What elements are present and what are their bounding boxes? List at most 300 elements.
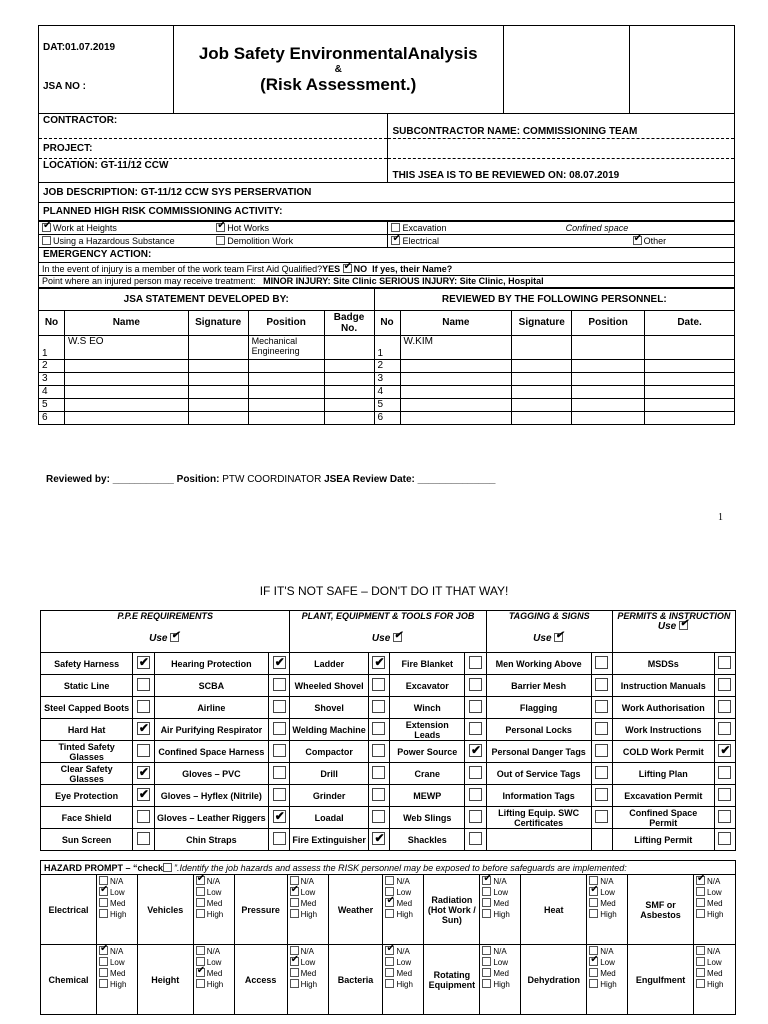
checkbox[interactable] bbox=[196, 898, 205, 907]
col-header: Badge No. bbox=[324, 310, 374, 335]
checkbox[interactable] bbox=[372, 810, 385, 823]
risk-option-label: Low bbox=[206, 888, 222, 897]
checkbox[interactable] bbox=[696, 946, 705, 955]
checkbox[interactable] bbox=[273, 678, 286, 691]
checkbox[interactable] bbox=[385, 968, 394, 977]
checkbox[interactable] bbox=[290, 968, 299, 977]
checkbox[interactable] bbox=[290, 898, 299, 907]
project-field[interactable]: PROJECT: bbox=[39, 138, 388, 158]
table-row bbox=[39, 372, 735, 385]
checkbox[interactable] bbox=[372, 744, 385, 757]
checkbox[interactable] bbox=[290, 957, 299, 966]
position-value: PTW COORDINATOR bbox=[222, 474, 322, 485]
risk-option-label: Low bbox=[109, 958, 125, 967]
checkbox[interactable] bbox=[482, 898, 491, 907]
date-cell[interactable] bbox=[645, 385, 735, 398]
checkbox[interactable] bbox=[385, 876, 394, 885]
checkbox[interactable] bbox=[469, 722, 482, 735]
checkbox[interactable] bbox=[372, 832, 385, 845]
checkbox[interactable] bbox=[595, 678, 608, 691]
checkbox[interactable] bbox=[589, 968, 598, 977]
signature-cell[interactable] bbox=[188, 411, 248, 424]
checkbox[interactable] bbox=[589, 887, 598, 896]
emergency-title: EMERGENCY ACTION: bbox=[39, 247, 735, 262]
position-cell[interactable] bbox=[572, 398, 645, 411]
risk-option[interactable] bbox=[99, 968, 135, 979]
signature-cell[interactable] bbox=[512, 385, 572, 398]
checkbox[interactable] bbox=[385, 946, 394, 955]
row-number: 6 bbox=[374, 411, 400, 424]
checkbox[interactable] bbox=[137, 832, 150, 845]
checkbox[interactable] bbox=[137, 810, 150, 823]
checkbox[interactable] bbox=[469, 656, 482, 669]
checkbox[interactable] bbox=[372, 678, 385, 691]
badge-cell[interactable] bbox=[324, 385, 374, 398]
job-description-field[interactable]: JOB DESCRIPTION: GT-11/12 CCW SYS PERSERVATION bbox=[39, 182, 735, 202]
checkbox[interactable] bbox=[718, 700, 731, 713]
checkbox[interactable] bbox=[216, 236, 225, 245]
risk-option[interactable] bbox=[482, 898, 518, 909]
risk-option-label: High bbox=[600, 980, 617, 989]
badge-cell[interactable] bbox=[324, 335, 374, 359]
risk-option[interactable] bbox=[99, 957, 135, 968]
checkbox[interactable] bbox=[391, 223, 400, 232]
signature-cell[interactable] bbox=[188, 385, 248, 398]
checkbox[interactable] bbox=[482, 876, 491, 885]
checkbox[interactable] bbox=[385, 979, 394, 988]
item-check-cell bbox=[368, 785, 389, 807]
activity-item[interactable] bbox=[39, 234, 214, 247]
checkbox[interactable] bbox=[595, 744, 608, 757]
row-number: 2 bbox=[374, 359, 400, 372]
checkbox[interactable] bbox=[696, 909, 705, 918]
item-label: Excavation Permit bbox=[612, 785, 714, 807]
name-cell[interactable] bbox=[400, 359, 512, 372]
subcontractor-field[interactable]: SUBCONTRACTOR NAME: COMMISSIONING TEAM bbox=[388, 114, 735, 138]
risk-option[interactable] bbox=[385, 898, 421, 909]
risk-option[interactable] bbox=[696, 968, 733, 979]
checkbox[interactable] bbox=[595, 656, 608, 669]
risk-option[interactable] bbox=[589, 957, 625, 968]
risk-option[interactable] bbox=[290, 968, 326, 979]
date-cell[interactable] bbox=[645, 411, 735, 424]
checkbox[interactable] bbox=[196, 887, 205, 896]
checkbox[interactable] bbox=[718, 832, 731, 845]
checkbox[interactable] bbox=[696, 979, 705, 988]
risk-option[interactable] bbox=[589, 979, 625, 990]
checkbox[interactable] bbox=[290, 909, 299, 918]
risk-option[interactable] bbox=[290, 957, 326, 968]
risk-option[interactable] bbox=[482, 979, 518, 990]
risk-option-label: N/A bbox=[300, 877, 314, 886]
risk-option[interactable] bbox=[589, 968, 625, 979]
table-row bbox=[39, 335, 735, 359]
checkbox[interactable] bbox=[595, 788, 608, 801]
activity-item[interactable] bbox=[213, 221, 388, 234]
checkbox[interactable] bbox=[554, 633, 563, 642]
signature-cell[interactable] bbox=[512, 335, 572, 359]
checkbox[interactable] bbox=[216, 223, 225, 232]
checkbox[interactable] bbox=[482, 909, 491, 918]
risk-option[interactable] bbox=[385, 946, 421, 957]
item-label: Barrier Mesh bbox=[486, 675, 591, 697]
signature-cell[interactable] bbox=[512, 398, 572, 411]
checkbox[interactable] bbox=[196, 979, 205, 988]
risk-options bbox=[193, 945, 234, 1015]
checkbox[interactable] bbox=[469, 766, 482, 779]
checkbox[interactable] bbox=[385, 898, 394, 907]
checkbox[interactable] bbox=[589, 957, 598, 966]
checkbox[interactable] bbox=[42, 236, 51, 245]
checkbox[interactable] bbox=[595, 766, 608, 779]
checkbox[interactable] bbox=[391, 236, 400, 245]
item-label: MEWP bbox=[390, 785, 465, 807]
name-cell[interactable] bbox=[400, 398, 512, 411]
checkbox[interactable] bbox=[273, 788, 286, 801]
no-label: NO bbox=[353, 263, 368, 274]
item-check-cell bbox=[269, 785, 290, 807]
risk-option[interactable] bbox=[290, 979, 326, 990]
signature-cell[interactable] bbox=[512, 372, 572, 385]
checkbox[interactable] bbox=[469, 832, 482, 845]
risk-option[interactable] bbox=[482, 968, 518, 979]
risk-option-label: N/A bbox=[396, 947, 410, 956]
checkbox[interactable] bbox=[99, 979, 108, 988]
risk-option[interactable] bbox=[290, 909, 326, 920]
checkbox[interactable] bbox=[696, 968, 705, 977]
checkbox[interactable] bbox=[99, 909, 108, 918]
name-cell[interactable] bbox=[400, 411, 512, 424]
risk-option[interactable] bbox=[196, 909, 232, 920]
no-checkbox[interactable] bbox=[343, 264, 352, 273]
item-label: Shovel bbox=[290, 697, 369, 719]
activity-label: Demolition Work bbox=[227, 235, 294, 246]
item-check-cell bbox=[465, 785, 486, 807]
checkbox[interactable] bbox=[718, 722, 731, 735]
checkbox[interactable] bbox=[718, 656, 731, 669]
risk-option[interactable] bbox=[696, 887, 733, 898]
risk-option-label: Low bbox=[493, 958, 509, 967]
position-cell[interactable]: Mechanical Engineering bbox=[248, 335, 324, 359]
signature-cell[interactable] bbox=[188, 335, 248, 359]
position-cell[interactable] bbox=[572, 335, 645, 359]
checkbox[interactable] bbox=[385, 957, 394, 966]
risk-option[interactable] bbox=[196, 968, 232, 979]
checkbox[interactable] bbox=[469, 700, 482, 713]
checkbox[interactable] bbox=[718, 810, 731, 823]
risk-option[interactable] bbox=[99, 898, 135, 909]
position-cell[interactable] bbox=[248, 398, 324, 411]
checkbox[interactable] bbox=[696, 898, 705, 907]
name-cell[interactable] bbox=[64, 411, 188, 424]
item-check-cell bbox=[368, 763, 389, 785]
risk-option-label: Low bbox=[396, 958, 412, 967]
item-label: Grinder bbox=[290, 785, 369, 807]
risk-option[interactable] bbox=[696, 909, 733, 920]
checkbox[interactable] bbox=[696, 876, 705, 885]
table-row bbox=[41, 653, 736, 675]
risk-option-label: N/A bbox=[396, 877, 410, 886]
checkbox[interactable] bbox=[99, 957, 108, 966]
risk-option[interactable] bbox=[696, 946, 733, 957]
risk-option[interactable] bbox=[196, 898, 232, 909]
item-label: Work Instructions bbox=[612, 719, 714, 741]
risk-option[interactable] bbox=[385, 909, 421, 920]
checkbox[interactable] bbox=[290, 887, 299, 896]
checkbox[interactable] bbox=[589, 979, 598, 988]
risk-option-label: Med bbox=[493, 899, 509, 908]
checkbox[interactable] bbox=[196, 946, 205, 955]
risk-option[interactable] bbox=[482, 876, 518, 887]
col-header: Position bbox=[572, 310, 645, 335]
position-cell[interactable] bbox=[248, 359, 324, 372]
position-cell[interactable] bbox=[572, 372, 645, 385]
risk-option[interactable] bbox=[385, 968, 421, 979]
item-label: Personal Locks bbox=[486, 719, 591, 741]
item-check-cell bbox=[368, 697, 389, 719]
item-label: Confined Space Permit bbox=[612, 807, 714, 829]
risk-option[interactable] bbox=[99, 909, 135, 920]
name-cell[interactable] bbox=[64, 398, 188, 411]
checkbox[interactable] bbox=[482, 968, 491, 977]
row-number: 6 bbox=[39, 411, 65, 424]
position-cell[interactable] bbox=[572, 359, 645, 372]
item-label: Instruction Manuals bbox=[612, 675, 714, 697]
checkbox[interactable] bbox=[482, 887, 491, 896]
risk-options bbox=[587, 875, 628, 945]
position-cell[interactable] bbox=[248, 385, 324, 398]
risk-option[interactable] bbox=[696, 898, 733, 909]
checkbox[interactable] bbox=[482, 979, 491, 988]
risk-option[interactable] bbox=[482, 946, 518, 957]
item-check-cell bbox=[368, 653, 389, 675]
risk-options bbox=[287, 875, 328, 945]
row-number: 4 bbox=[374, 385, 400, 398]
checkbox[interactable] bbox=[372, 722, 385, 735]
checkbox[interactable] bbox=[170, 633, 179, 642]
position-cell[interactable] bbox=[248, 411, 324, 424]
checkbox[interactable] bbox=[99, 968, 108, 977]
checkbox[interactable] bbox=[137, 700, 150, 713]
project-right-blank bbox=[388, 138, 735, 158]
checkbox[interactable] bbox=[290, 979, 299, 988]
risk-option-label: Low bbox=[707, 888, 722, 897]
item-check-cell bbox=[465, 719, 486, 741]
signature-cell[interactable] bbox=[188, 372, 248, 385]
checkbox[interactable] bbox=[372, 788, 385, 801]
activity-label: Excavation bbox=[402, 222, 447, 233]
checkbox[interactable] bbox=[99, 946, 108, 955]
checkbox[interactable] bbox=[273, 722, 286, 735]
risk-option[interactable] bbox=[196, 887, 232, 898]
checkbox[interactable] bbox=[196, 968, 205, 977]
checkbox[interactable] bbox=[372, 656, 385, 669]
checkbox[interactable] bbox=[163, 863, 172, 872]
checkbox[interactable] bbox=[137, 766, 150, 779]
date-cell[interactable] bbox=[645, 359, 735, 372]
activity-item[interactable] bbox=[39, 221, 214, 234]
risk-option-label: Low bbox=[300, 888, 316, 897]
risk-option-label: Med bbox=[300, 969, 317, 978]
activity-item[interactable] bbox=[213, 234, 388, 247]
checkbox[interactable] bbox=[385, 909, 394, 918]
hazard-prompt-bold: HAZARD PROMPT – “check bbox=[44, 862, 164, 873]
checkbox[interactable] bbox=[589, 909, 598, 918]
risk-option[interactable] bbox=[482, 957, 518, 968]
risk-option[interactable] bbox=[99, 979, 135, 990]
name-cell[interactable] bbox=[400, 372, 512, 385]
item-check-cell bbox=[714, 785, 735, 807]
checkbox[interactable] bbox=[633, 236, 642, 245]
risk-option[interactable] bbox=[589, 898, 625, 909]
checkbox[interactable] bbox=[99, 898, 108, 907]
checkbox[interactable] bbox=[482, 957, 491, 966]
item-check-cell bbox=[269, 697, 290, 719]
name-cell[interactable]: W.S EO bbox=[64, 335, 188, 359]
checkbox[interactable] bbox=[718, 766, 731, 779]
item-label: Chin Straps bbox=[154, 829, 269, 851]
risk-option[interactable] bbox=[196, 946, 232, 957]
activity-item[interactable] bbox=[563, 221, 735, 234]
hazard-label: Pressure bbox=[234, 875, 287, 945]
name-cell[interactable] bbox=[64, 359, 188, 372]
badge-cell[interactable] bbox=[324, 398, 374, 411]
risk-option-label: High bbox=[300, 910, 318, 919]
checkbox[interactable] bbox=[482, 946, 491, 955]
checkbox[interactable] bbox=[137, 678, 150, 691]
checkbox[interactable] bbox=[469, 678, 482, 691]
checkbox[interactable] bbox=[99, 887, 108, 896]
checkbox[interactable] bbox=[679, 621, 688, 630]
checkbox[interactable] bbox=[696, 887, 705, 896]
item-check-cell bbox=[714, 653, 735, 675]
risk-option[interactable] bbox=[696, 957, 733, 968]
badge-cell[interactable] bbox=[324, 372, 374, 385]
checkbox[interactable] bbox=[137, 744, 150, 757]
item-check-cell bbox=[714, 741, 735, 763]
risk-option-label: High bbox=[707, 910, 724, 919]
checkbox[interactable] bbox=[273, 766, 286, 779]
activity-item[interactable] bbox=[388, 234, 563, 247]
checkbox[interactable] bbox=[273, 656, 286, 669]
risk-option[interactable] bbox=[385, 979, 421, 990]
checkbox[interactable] bbox=[718, 744, 731, 757]
risk-option[interactable] bbox=[696, 979, 733, 990]
date-cell[interactable] bbox=[645, 335, 735, 359]
risk-options bbox=[480, 875, 521, 945]
treatment-question: Point where an injured person may receive treatment: bbox=[42, 276, 256, 286]
location-field[interactable]: LOCATION: GT-11/12 CCW bbox=[39, 158, 388, 182]
checkbox[interactable] bbox=[137, 722, 150, 735]
risk-option[interactable] bbox=[385, 876, 421, 887]
position-cell[interactable] bbox=[248, 372, 324, 385]
checkbox[interactable] bbox=[595, 700, 608, 713]
risk-option[interactable] bbox=[290, 898, 326, 909]
signature-cell[interactable] bbox=[188, 359, 248, 372]
checkbox[interactable] bbox=[196, 909, 205, 918]
section-title: P.P.E REQUIREMENTS bbox=[117, 611, 214, 621]
section-title: TAGGING & SIGNS bbox=[508, 611, 590, 621]
risk-option[interactable] bbox=[696, 876, 733, 887]
risk-option[interactable] bbox=[589, 909, 625, 920]
date-cell[interactable] bbox=[645, 372, 735, 385]
risk-option[interactable] bbox=[589, 887, 625, 898]
checkbox[interactable] bbox=[469, 788, 482, 801]
checkbox[interactable] bbox=[42, 223, 51, 232]
activity-label: Using a Hazardous Substance bbox=[53, 235, 175, 246]
risk-option[interactable] bbox=[196, 876, 232, 887]
checkbox[interactable] bbox=[137, 788, 150, 801]
name-cell[interactable] bbox=[64, 372, 188, 385]
activity-item[interactable] bbox=[388, 221, 563, 234]
name-cell[interactable] bbox=[400, 385, 512, 398]
checkbox[interactable] bbox=[696, 957, 705, 966]
risk-option[interactable] bbox=[99, 946, 135, 957]
checkbox[interactable] bbox=[595, 810, 608, 823]
risk-option[interactable] bbox=[196, 979, 232, 990]
signature-cell[interactable] bbox=[188, 398, 248, 411]
contractor-field[interactable]: CONTRACTOR: bbox=[39, 114, 388, 138]
item-check-cell bbox=[591, 807, 612, 829]
checkbox[interactable] bbox=[469, 810, 482, 823]
risk-option[interactable] bbox=[290, 887, 326, 898]
checkbox[interactable] bbox=[196, 876, 205, 885]
item-label: Hearing Protection bbox=[154, 653, 269, 675]
item-label: Air Purifying Respirator bbox=[154, 719, 269, 741]
row-number: 3 bbox=[39, 372, 65, 385]
risk-option[interactable] bbox=[482, 909, 518, 920]
position-cell[interactable] bbox=[572, 385, 645, 398]
checkbox[interactable] bbox=[372, 766, 385, 779]
item-check-cell bbox=[591, 785, 612, 807]
badge-cell[interactable] bbox=[324, 359, 374, 372]
item-label: Static Line bbox=[41, 675, 133, 697]
checkbox[interactable] bbox=[718, 678, 731, 691]
checkbox[interactable] bbox=[137, 656, 150, 669]
checkbox[interactable] bbox=[273, 744, 286, 757]
checkbox[interactable] bbox=[273, 700, 286, 713]
checkbox[interactable] bbox=[273, 832, 286, 845]
item-check-cell bbox=[368, 829, 389, 851]
risk-option-label: N/A bbox=[493, 947, 507, 956]
checkbox[interactable] bbox=[589, 898, 598, 907]
signature-cell[interactable] bbox=[512, 359, 572, 372]
review-on-field[interactable]: THIS JSEA IS TO BE REVIEWED ON: 08.07.2019 bbox=[388, 158, 735, 182]
checkbox[interactable] bbox=[372, 700, 385, 713]
form-title: Job Safety EnvironmentalAnalysis bbox=[198, 44, 478, 63]
date-cell[interactable] bbox=[645, 398, 735, 411]
checkbox[interactable] bbox=[469, 744, 482, 757]
signature-cell[interactable] bbox=[512, 411, 572, 424]
checkbox[interactable] bbox=[273, 810, 286, 823]
table-row bbox=[39, 385, 735, 398]
name-cell[interactable] bbox=[64, 385, 188, 398]
name-cell[interactable]: W.KIM bbox=[400, 335, 512, 359]
risk-option[interactable] bbox=[99, 887, 135, 898]
checkbox[interactable] bbox=[393, 633, 402, 642]
risk-option[interactable] bbox=[482, 887, 518, 898]
position-cell[interactable] bbox=[572, 411, 645, 424]
activity-item[interactable] bbox=[563, 234, 735, 247]
risk-option[interactable] bbox=[385, 957, 421, 968]
checkbox[interactable] bbox=[718, 788, 731, 801]
badge-cell[interactable] bbox=[324, 411, 374, 424]
risk-option-label: N/A bbox=[109, 947, 124, 956]
personnel-table bbox=[38, 288, 735, 425]
first-aid-question: In the event of injury is a member of the work team First Aid Qualified? bbox=[42, 263, 323, 274]
table-row bbox=[41, 697, 736, 719]
checkbox[interactable] bbox=[595, 722, 608, 735]
